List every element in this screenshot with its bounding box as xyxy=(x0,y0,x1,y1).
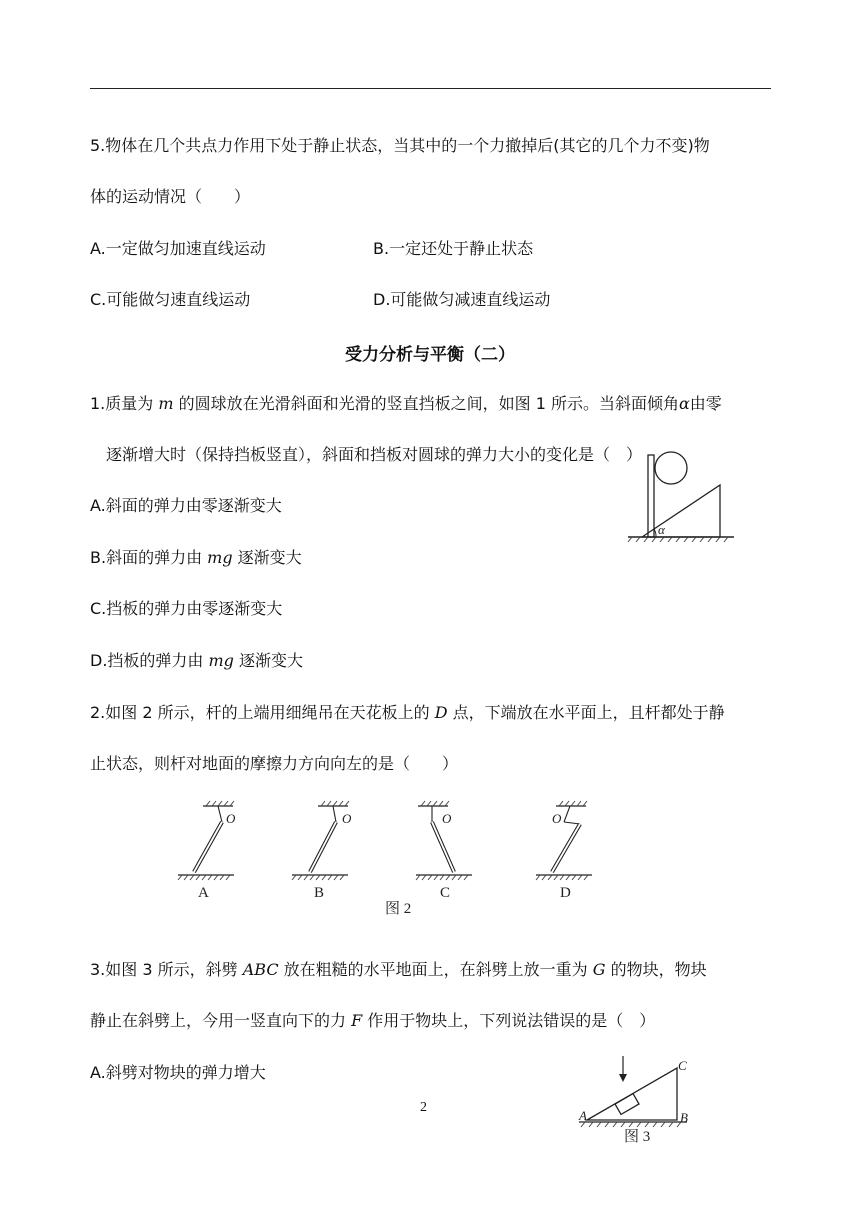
figure-1-incline-ball xyxy=(620,445,740,545)
q1-option-b: B.斜面的弹力由 mg 逐渐变大 xyxy=(90,548,302,567)
q5-option-c: C.可能做匀速直线运动 xyxy=(90,290,251,309)
figure-2-point-o-d: O xyxy=(552,811,562,826)
q1-stem-line2: 逐渐增大时（保持挡板竖直），斜面和挡板对圆球的弹力大小的变化是（ ） xyxy=(106,445,643,464)
q3-stem-line2: 静止在斜劈上，今用一竖直向下的力 F 作用于物块上，下列说法错误的是（ ） xyxy=(90,1011,656,1030)
figure-2-rod-d xyxy=(536,801,592,901)
figure-3-caption: 图 3 xyxy=(624,1129,651,1145)
figure-3-label-b: B xyxy=(680,1110,688,1125)
figure-2-rods xyxy=(170,800,600,925)
q2-stem-line2: 止状态，则杆对地面的摩擦力方向向左的是（ ） xyxy=(90,754,459,773)
figure-2-label-d: D xyxy=(560,885,571,901)
q1-option-d: D.挡板的弹力由 mg 逐渐变大 xyxy=(90,651,304,670)
figure-3-wedge-block xyxy=(575,1050,695,1150)
figure-3-label-a: A xyxy=(579,1108,587,1123)
q2-stem-line1: 2.如图 2 所示，杆的上端用细绳吊在天花板上的 D 点，下端放在水平面上，且杆都处于静 xyxy=(90,703,725,722)
figure-2-label-b: B xyxy=(314,885,325,901)
section-title: 受力分析与平衡（二） xyxy=(345,345,515,365)
q5-stem-line1: 5.物体在几个共点力作用下处于静止状态，当其中的一个力撤掉后(其它的几个力不变)物 xyxy=(90,136,710,155)
figure-3-label-c: C xyxy=(678,1058,687,1073)
figure-2-caption: 图 2 xyxy=(385,901,412,917)
q5-stem-line2: 体的运动情况（ ） xyxy=(90,187,251,206)
q1-option-a: A.斜面的弹力由零逐渐变大 xyxy=(90,496,282,515)
q5-option-d: D.可能做匀减速直线运动 xyxy=(373,290,551,309)
figure-2-point-o-a: O xyxy=(226,811,236,826)
figure-2-label-c: C xyxy=(440,885,451,901)
q1-option-c: C.挡板的弹力由零逐渐变大 xyxy=(90,599,283,618)
figure-2-point-o-c: O xyxy=(442,811,452,826)
figure-2-rod-b xyxy=(292,801,352,901)
q3-option-a: A.斜劈对物块的弹力增大 xyxy=(90,1063,266,1082)
q1-stem-line1: 1.质量为 m 的圆球放在光滑斜面和光滑的竖直挡板之间，如图 1 所示。当斜面倾角α由零 xyxy=(90,394,722,413)
figure-2-point-o-b: O xyxy=(342,811,352,826)
figure-2-label-a: A xyxy=(198,885,209,901)
q5-option-a: A.一定做匀加速直线运动 xyxy=(90,239,266,258)
header-rule xyxy=(90,88,771,89)
figure-2-rod-c xyxy=(416,801,472,901)
figure-1-alpha-label: α xyxy=(658,522,665,537)
q3-stem-line1: 3.如图 3 所示，斜劈 ABC 放在粗糙的水平地面上，在斜劈上放一重为 G 的物块，物块 xyxy=(90,960,707,979)
q5-option-b: B.一定还处于静止状态 xyxy=(373,239,534,258)
figure-2-rod-a xyxy=(178,801,236,901)
page-number: 2 xyxy=(420,1100,427,1115)
